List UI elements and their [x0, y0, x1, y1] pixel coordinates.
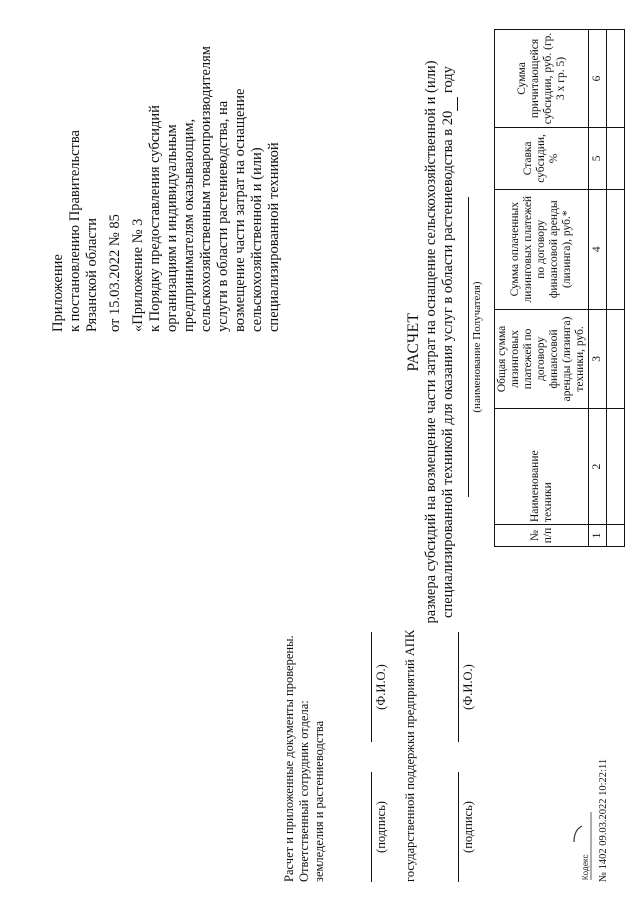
table-row	[607, 30, 625, 547]
table-cell: 3	[589, 309, 607, 409]
appendix-line: предпринимателям оказывающим,	[181, 118, 197, 332]
title-line-text: специализированной техникой для оказания услуг в области растениеводства в 20	[440, 110, 456, 618]
verification-line: Ответственный сотрудник отдела:	[297, 700, 311, 882]
appendix-line: услуги в области растениеводства, на	[215, 100, 231, 332]
recipient-caption: (наименование Получателя)	[468, 197, 483, 497]
table-cell	[607, 309, 625, 409]
table-header-cell: Ставка субсидии, %	[495, 127, 589, 189]
table-header-cell: Сумма причитающейся субсидии, руб. (гр. 3 х гр. 5)	[495, 30, 589, 128]
appendix-line: возмещение части затрат на оснащение	[232, 88, 248, 332]
signature-caption: (подпись)	[371, 772, 389, 882]
table-cell: 2	[589, 409, 607, 525]
table-row	[589, 30, 607, 547]
table-cell	[607, 409, 625, 525]
verification-line: Расчет и приложенные документы проверены.	[282, 635, 296, 882]
title-line	[440, 42, 458, 642]
table-cell	[607, 30, 625, 128]
table-cell	[607, 189, 625, 309]
calculation-table	[494, 29, 625, 547]
title-heading: РАСЧЕТ	[405, 312, 422, 372]
logo-text: Кодекс	[581, 854, 590, 880]
title-line: размера субсидий на возмещение части затрат на оснащение сельскохозяйственной и (или)	[423, 60, 439, 624]
appendix-line: от 15.03.2022 № 85	[107, 214, 123, 332]
table-cell	[607, 127, 625, 189]
table-cell: 4	[589, 189, 607, 309]
document-page	[20, 12, 620, 892]
table-cell: 1	[589, 525, 607, 547]
appendix-line: Приложение	[50, 254, 66, 332]
registration-stamp: № 1402 09.03.2022 10:22:11	[598, 758, 609, 882]
table-header-cell: № п/п	[495, 525, 589, 547]
fio-caption: (Ф.И.О.)	[458, 632, 476, 742]
table-cell: 5	[589, 127, 607, 189]
document-title	[405, 42, 458, 642]
appendix-line: сельскохозяйственной и (или)	[249, 147, 265, 332]
appendix-line: Рязанской области	[84, 218, 100, 332]
appendix-block	[50, 32, 283, 332]
fio-caption: (Ф.И.О.)	[371, 632, 389, 742]
appendix-line: к Порядку предоставления субсидий	[147, 105, 163, 332]
appendix-line: специализированной техникой	[266, 142, 282, 332]
appendix-line: сельскохозяйственным товаропроизводителям	[198, 46, 214, 332]
kodeks-logo	[572, 802, 594, 882]
table-header-cell: Общая сумма лизинговых платежей по договору финансовой аренды (лизинга) техники, руб.	[495, 309, 589, 409]
signature-caption: (подпись)	[458, 772, 476, 882]
department-name: государственной поддержки предприятий АПК	[403, 629, 417, 882]
appendix-line: «Приложение № 3	[130, 218, 146, 332]
verification-line: земледелия и растениеводства	[312, 720, 326, 882]
table-header-row	[495, 30, 589, 547]
table-cell	[607, 525, 625, 547]
year-blank	[440, 97, 458, 111]
table-header-cell: Сумма оплаченных лизинговых платежей по договору финансовой аренды (лизинга), руб.*	[495, 189, 589, 309]
table-header-cell: Наименование техники	[495, 409, 589, 525]
appendix-line: к постановлению Правительства	[67, 130, 83, 332]
kodeks-logo-icon	[572, 802, 594, 882]
appendix-line: организациям и индивидуальным	[164, 124, 180, 332]
title-line-text: году	[440, 66, 456, 94]
table-cell: 6	[589, 30, 607, 128]
